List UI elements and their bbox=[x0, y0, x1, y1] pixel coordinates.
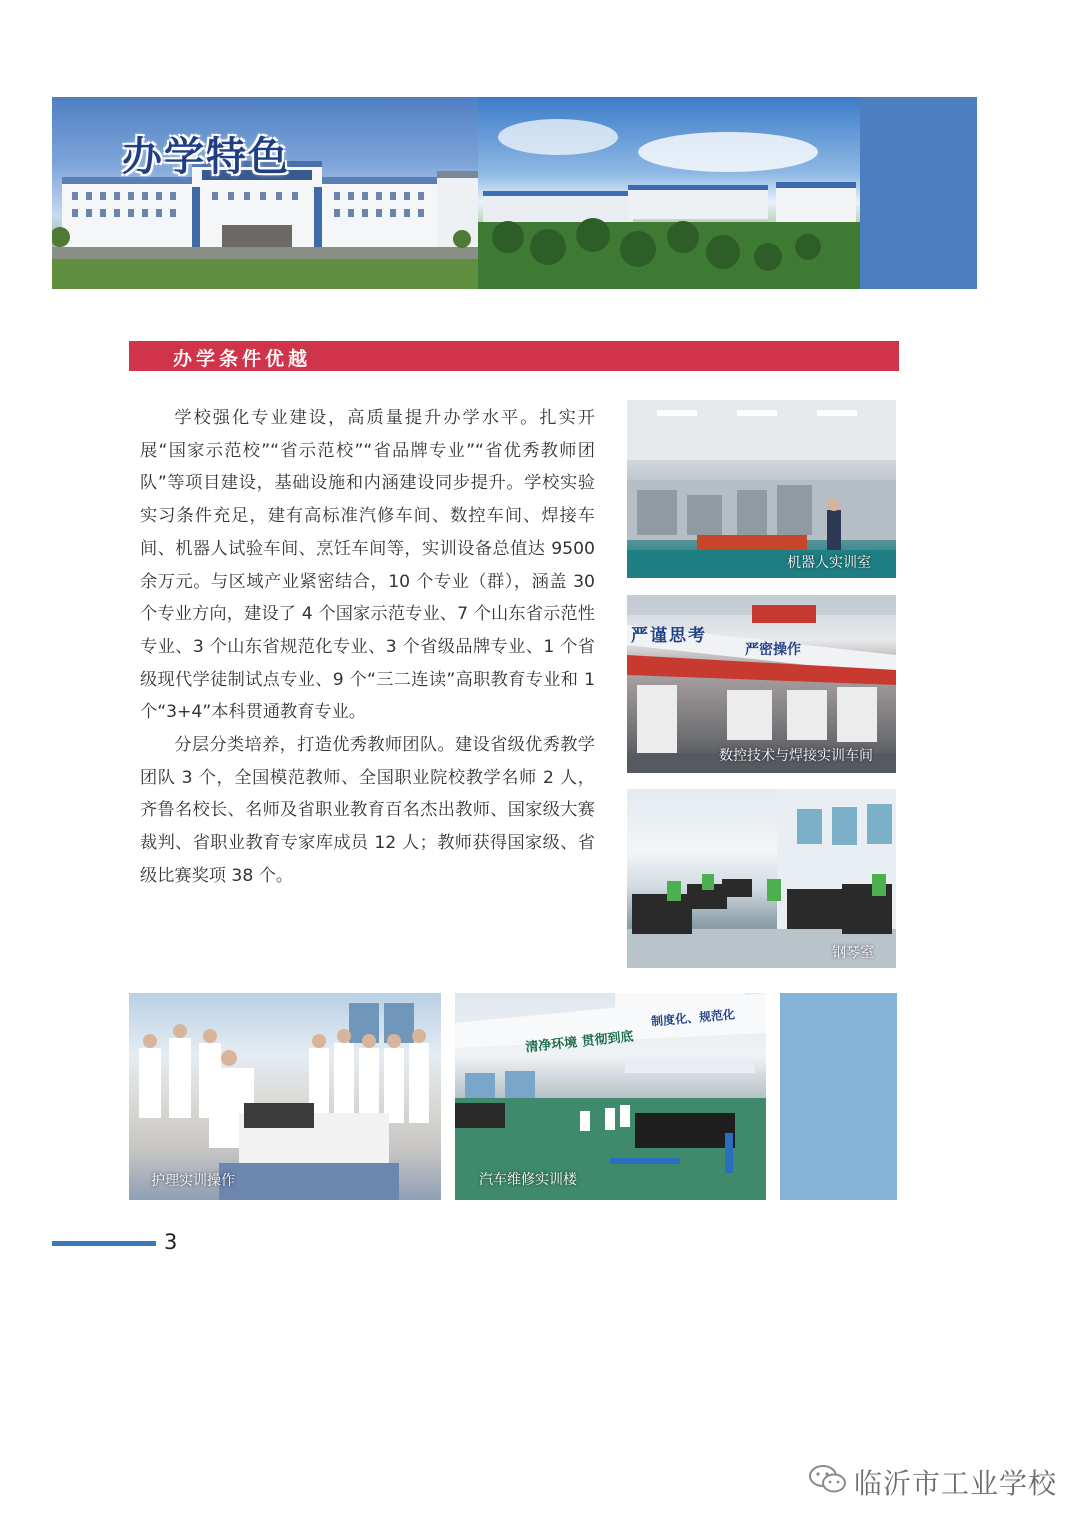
decorative-blue-block bbox=[780, 993, 897, 1200]
paragraph-facilities: 学校强化专业建设，高质量提升办学水平。扎实开展“国家示范校”“省示范校”“省品牌专业”“省优秀教师团队”等项目建设，基础设施和内涵建设同步提升。学校实验实习条件充足，建有高标准汽修车间、数控车间、焊接车间、机器人试验车间、烹饪车间等，实训设备总值达 9500 余万元。与区域产业紧密结合，10 个专业（群），涵盖 30 个专业方向，建设了 4 个国家示范专业、7 个山东省示范性专业、3 个山东省规范化专业、3 个省级品牌专业、1 个省级现代学徒制试点专业、9 个“三二连读”高职教育专业和 1 个“3+4”本科贯通教育专业。 bbox=[140, 408, 595, 723]
photo-auto-repair-building bbox=[455, 993, 766, 1200]
campus-aerial-illustration bbox=[478, 97, 860, 289]
body-text bbox=[140, 402, 595, 893]
auto-sign-left: 清净环境 贯彻到底 bbox=[524, 1029, 635, 1056]
page-number: 3 bbox=[164, 1230, 178, 1254]
photo-piano-room bbox=[627, 789, 896, 968]
section-header-bar bbox=[129, 341, 899, 371]
photo-robot-lab bbox=[627, 400, 896, 578]
page-title: 办学特色 bbox=[122, 133, 290, 180]
caption-piano-room: 钢琴室 bbox=[832, 945, 874, 961]
page-number-rule bbox=[52, 1241, 156, 1246]
banner-blue-block bbox=[860, 97, 977, 289]
caption-nursing-practice: 护理实训操作 bbox=[151, 1173, 235, 1189]
cnc-sign-right: 严密操作 bbox=[745, 642, 801, 658]
cnc-sign-left: 严谨思考 bbox=[631, 626, 707, 646]
caption-robot-lab: 机器人实训室 bbox=[787, 555, 871, 571]
account-name: 临沂市工业学校 bbox=[854, 1467, 1058, 1500]
photo-cnc-welding-workshop bbox=[627, 595, 896, 773]
auto-sign-right: 制度化、规范化 bbox=[650, 1007, 736, 1029]
caption-auto-repair: 汽车维修实训楼 bbox=[479, 1172, 577, 1188]
paragraph-teachers: 分层分类培养，打造优秀教师团队。建设省级优秀教学团队 3 个，全国模范教师、全国职业院校教学名师 2 人，齐鲁名校长、名师及省职业教育百名杰出教师、国家级大赛裁判、省职业教育专家库成员 12 人；教师获得国家级、省级比赛奖项 38 个。 bbox=[140, 735, 595, 886]
account-watermark bbox=[808, 1462, 1057, 1502]
section-title: 办学条件优越 bbox=[173, 348, 312, 370]
photo-nursing-practice bbox=[129, 993, 441, 1200]
banner-campus-photo-right bbox=[478, 97, 860, 289]
wechat-icon bbox=[808, 1463, 848, 1502]
caption-cnc-workshop: 数控技术与焊接实训车间 bbox=[719, 748, 873, 764]
nursing-practice-illustration bbox=[129, 993, 441, 1200]
